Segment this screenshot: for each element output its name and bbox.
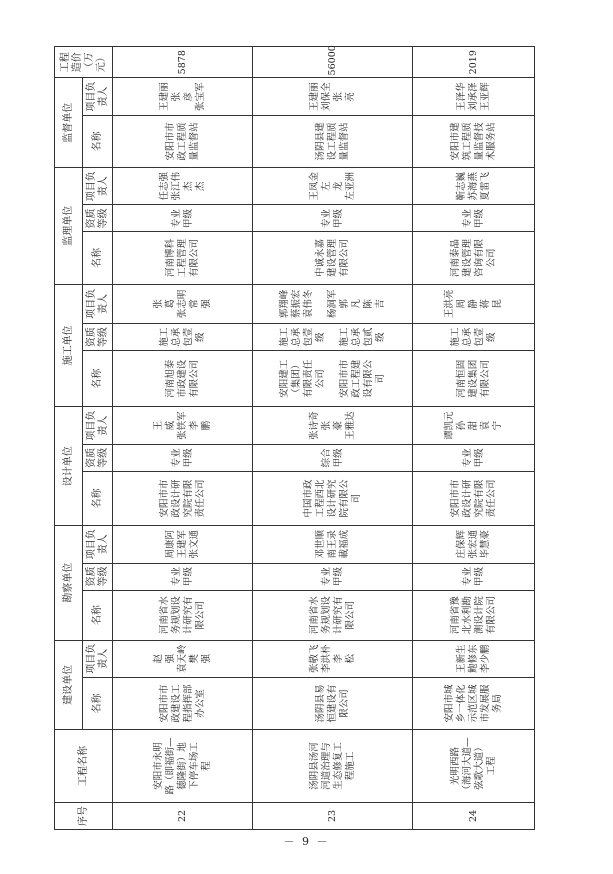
cell-line: 市发展服 <box>479 684 491 723</box>
survey-unit-pm-cell <box>413 526 535 563</box>
cell-line: 政建设工 <box>170 684 182 723</box>
cell-line: 王泽华 <box>455 82 467 111</box>
cell-line: 强 <box>200 299 212 309</box>
cell-line: 光明西路 <box>449 747 461 786</box>
survey-unit-qual-cell <box>253 563 413 590</box>
cell-line: 甲级 <box>473 567 485 587</box>
cell-line: 张敬飞 <box>308 644 320 674</box>
cell-line: 夏雷飞 <box>479 171 491 201</box>
cell-line: 级 <box>194 332 206 342</box>
design-unit-name-cell <box>413 471 535 525</box>
subheader-name: 名称 <box>83 232 113 284</box>
table-row <box>253 47 413 830</box>
cell-line: 赵 <box>152 654 164 664</box>
cell-line: 建设管理 <box>326 239 338 278</box>
cell-line: 李少鹏 <box>479 644 491 674</box>
cell-line: 张宏通 <box>467 530 479 559</box>
cell-line: 术服务站 <box>485 122 497 161</box>
cell-line: 量监督站 <box>188 122 200 161</box>
cell-line: 包壹 <box>473 327 485 347</box>
survey-unit-name-cell <box>113 590 253 640</box>
cell-line: 甲级 <box>473 208 485 228</box>
cell-line: 工程西北 <box>314 479 326 518</box>
cell-line: 安阳市市 <box>449 479 461 518</box>
cell-line: 豪 <box>332 420 344 431</box>
survey-unit-name-cell <box>253 590 413 640</box>
cell-line: 龙 <box>332 181 344 191</box>
cell-line: 张诗奇 <box>308 411 320 440</box>
cell-line: 限公司 <box>194 600 206 630</box>
seq-cell: 23 <box>253 802 413 829</box>
cell-line: 蒋 <box>479 299 491 309</box>
cell-line: 张铁军 <box>176 411 188 440</box>
design-unit-name-cell <box>113 471 253 525</box>
cell-line: 强 <box>200 654 212 664</box>
survey-unit-pm-cell <box>253 526 413 563</box>
cell-line: 凡 <box>350 299 362 309</box>
header-cost: 工程造价（万元） <box>55 47 113 78</box>
supervise-unit-pm-cell <box>113 167 253 204</box>
cell-line: 載福成 <box>338 530 350 559</box>
cell-line: 政设计研 <box>461 479 473 518</box>
supervise-unit-name-cell <box>253 232 413 284</box>
design-unit-qual-cell <box>113 444 253 471</box>
cell-line: 王亚辉 <box>479 82 491 111</box>
cell-line: 总承 <box>461 327 473 347</box>
cell-line: 级 <box>374 332 386 342</box>
cell-line: 限公司 <box>338 689 350 718</box>
build-unit-pm-cell <box>113 640 253 677</box>
cell-line: 左亚洲 <box>344 171 356 201</box>
cell-line: 王雅达 <box>344 411 356 440</box>
cell-line: 南王录 <box>326 530 338 559</box>
rotated-table-wrapper <box>54 46 534 830</box>
construct-unit-pm-cell <box>113 284 253 324</box>
construct-unit-name-cell <box>253 351 413 407</box>
cell-line: 生态修复工 <box>332 742 344 790</box>
subheader-pm: 项目负责人 <box>83 640 113 677</box>
project-name-cell <box>413 730 535 803</box>
cell-line: 汤阴县汤河 <box>308 742 320 790</box>
design-unit-name-cell <box>253 471 413 525</box>
cell-line: 王 <box>152 420 164 431</box>
supervise-unit-qual-cell <box>113 205 253 232</box>
cell-line: 有限公司 <box>479 359 491 398</box>
cell-line: 专业 <box>170 208 182 228</box>
cell-line: 邓世顺 <box>314 530 326 559</box>
cell-line: 量监督技 <box>473 122 485 161</box>
cell-line: 下停车场工 <box>188 742 200 790</box>
build-unit-name-cell <box>113 678 253 730</box>
monitor-unit-pm-cell <box>413 78 535 115</box>
survey-unit-pm-cell <box>113 526 253 563</box>
cost-cell: 2019 <box>413 47 535 78</box>
project-table <box>54 46 535 830</box>
project-name-cell <box>253 730 413 803</box>
cell-line: 安阳市市 <box>158 479 170 518</box>
cell-line: 专业 <box>461 448 473 468</box>
cell-line: 王建丽 <box>158 82 170 111</box>
construct-unit-qual-cell <box>113 324 253 351</box>
cell-line: 司 <box>374 374 386 384</box>
cell-line: 王建军 <box>176 530 188 559</box>
cost-cell: 56000 <box>253 47 413 78</box>
subheader-pm: 项目负责人 <box>83 167 113 204</box>
cell-line: 河南省豫 <box>449 596 461 635</box>
subheader-pm: 项目负责人 <box>83 526 113 563</box>
design-unit-pm-cell <box>413 407 535 444</box>
cell-line: 安阳市建 <box>449 122 461 161</box>
cell-line: 河南恒固 <box>455 359 467 398</box>
construct-unit-qual-cell <box>253 324 413 351</box>
cell-line: 杰 <box>194 181 206 191</box>
cell-line: 责任公司 <box>194 479 206 518</box>
cell-line: 筑工程质 <box>461 122 473 161</box>
cell-line: 王建丽 <box>308 82 320 111</box>
cell-line: 蔡振宏 <box>290 289 302 319</box>
header-seq: 序号 <box>55 802 113 829</box>
cell-line: 咨询有限 <box>473 239 485 278</box>
cell-line: 有限公司 <box>485 596 497 635</box>
header-supervise: 监理单位 <box>55 167 83 284</box>
cell-line: 吉 <box>374 299 386 309</box>
cell-line: 汤阴县易 <box>314 684 326 723</box>
cell-line: 甲级 <box>332 448 344 468</box>
cell-line: 务局 <box>491 694 503 714</box>
cell-line: 施工 <box>338 327 350 347</box>
cell-line: 张宝军 <box>194 82 206 111</box>
cell-line: 办公室 <box>194 689 206 718</box>
seq-cell: 24 <box>413 802 535 829</box>
cell-line: 李 <box>332 654 344 664</box>
monitor-unit-pm-cell <box>253 78 413 115</box>
cell-line: 务规划设 <box>170 596 182 635</box>
cell-line: 程 <box>200 761 212 771</box>
cell-line: 施工 <box>449 327 461 347</box>
cell-line: 弦歌大道） <box>473 742 485 790</box>
supervise-unit-name-cell <box>113 232 253 284</box>
cell-line: （海河大道— <box>461 737 473 795</box>
cell-line: 甲级 <box>332 567 344 587</box>
cell-line: 专业 <box>320 208 332 228</box>
cell-line: 示范区城 <box>467 684 479 723</box>
cell-line: 务规划设 <box>320 596 332 635</box>
cell-line: 包壹 <box>302 327 314 347</box>
construct-unit-name-cell <box>413 351 535 407</box>
cell-line: 谭凯元 <box>443 411 455 440</box>
cell-line: 工程管理 <box>176 239 188 278</box>
monitor-unit-name-cell <box>113 115 253 167</box>
build-unit-name-cell <box>413 678 535 730</box>
cell-line: 总承 <box>170 327 182 347</box>
subheader-qual: 资质等级 <box>83 324 113 351</box>
survey-unit-qual-cell <box>413 563 535 590</box>
cell-line: 建设管理 <box>461 239 473 278</box>
cell-line: 市政建设 <box>176 359 188 398</box>
cell-line: 安阳市市 <box>158 684 170 723</box>
page-number: － 9 － <box>283 835 330 848</box>
cell-line: 有限公司 <box>338 239 350 278</box>
cell-line: 总承 <box>350 327 362 347</box>
table-body <box>113 47 535 830</box>
header-survey: 勘察单位 <box>55 526 83 641</box>
cell-line: 恒建设有 <box>326 684 338 723</box>
construct-unit-qual-cell <box>413 324 535 351</box>
cell-line: 任志强 <box>158 171 170 201</box>
cell-line: 中国市政 <box>302 479 314 518</box>
cell-line: 公司 <box>485 248 497 268</box>
cell-line: 张 <box>152 299 164 309</box>
supervise-unit-pm-cell <box>253 167 413 204</box>
cell-line: 程指挥部 <box>182 684 194 723</box>
cell-line: 张 <box>320 420 332 431</box>
cell-line: 河南博科 <box>164 239 176 278</box>
cell-line: 葛 <box>164 299 176 309</box>
cell-line: 中诚永嘉 <box>314 239 326 278</box>
cell-line: 王凤金 <box>308 171 320 201</box>
subheader-name: 名称 <box>83 471 113 525</box>
monitor-unit-pm-cell <box>113 78 253 115</box>
survey-unit-qual-cell <box>113 563 253 590</box>
cell-line: 专业 <box>461 208 473 228</box>
cell-line: 安阳市永明 <box>152 742 164 790</box>
cell-line: 甜 <box>467 420 479 431</box>
header-project: 工程名称 <box>55 730 113 803</box>
header-build: 建设单位 <box>55 640 83 730</box>
cell-line: 包壹 <box>182 327 194 347</box>
subheader-pm: 项目负责人 <box>83 78 113 115</box>
cell-line: 程施工 <box>344 751 356 781</box>
cell-line: 有限责任 <box>302 359 314 398</box>
header-monitor: 监督单位 <box>55 78 83 168</box>
cell-line: 袁伟冬 <box>302 289 314 319</box>
cell-line: 专业 <box>170 567 182 587</box>
cell-line: 甲级 <box>332 208 344 228</box>
cell-line: 计研究有 <box>332 596 344 635</box>
cell-line: 安阳市城 <box>443 684 455 723</box>
cell-line: 强 <box>164 654 176 664</box>
cell-line: 路（即福街— <box>164 737 176 795</box>
cell-line: 计研究有 <box>182 596 194 635</box>
cell-line: 专业 <box>320 567 332 587</box>
monitor-unit-name-cell <box>253 115 413 167</box>
cell-line: 周 <box>455 299 467 309</box>
supervise-unit-name-cell <box>413 232 535 284</box>
cell-line: 政设计研 <box>170 479 182 518</box>
subheader-name: 名称 <box>83 678 113 730</box>
cell-line: 司 <box>350 493 362 504</box>
cell-line: 安阳建工 <box>278 359 290 398</box>
cell-line: 李洪朴 <box>320 644 332 674</box>
cell-line: 包贰 <box>362 327 374 347</box>
cell-line: 究院有限 <box>182 479 194 518</box>
cell-line: 政工程建 <box>350 359 362 398</box>
cell-line: 设计研究 <box>326 479 338 518</box>
cell-line: （集团） <box>290 359 302 398</box>
cell-line: 庄保辉 <box>455 530 467 559</box>
cell-line: 左 <box>320 181 332 191</box>
cell-line: 鹏 <box>200 420 212 431</box>
subheader-pm: 项目负责人 <box>83 407 113 444</box>
cell-line: 政工程质 <box>176 122 188 161</box>
cell-line: 宁 <box>491 420 503 431</box>
cell-line: 亮 <box>344 91 356 102</box>
design-unit-pm-cell <box>113 407 253 444</box>
cell-line: 常 <box>188 299 200 309</box>
construct-unit-pm-cell <box>413 284 535 324</box>
cell-line: 松 <box>344 654 356 664</box>
cell-line: 周康阿 <box>164 530 176 559</box>
subheader-qual: 资质等级 <box>83 563 113 590</box>
cell-line <box>327 326 339 348</box>
cell-line: 苏海燕 <box>467 171 479 201</box>
cell-line: 德隆街）地 <box>176 742 188 790</box>
cell-line <box>315 287 327 322</box>
cell-line: 施工 <box>278 327 290 347</box>
build-unit-pm-cell <box>253 640 413 677</box>
cell-line: 昆 <box>491 299 503 309</box>
build-unit-name-cell <box>253 678 413 730</box>
cell-line: 袁 <box>479 420 491 431</box>
cell-line: 安阳市市 <box>164 122 176 161</box>
cell-line: 张 <box>332 91 344 102</box>
supervise-unit-qual-cell <box>413 205 535 232</box>
design-unit-qual-cell <box>253 444 413 471</box>
cell-line: 级 <box>314 332 326 342</box>
cell-line: 河道治理与 <box>320 742 332 790</box>
seq-cell: 22 <box>113 802 253 829</box>
cell-line: 樊 <box>188 654 200 664</box>
cell-line: 专业 <box>170 448 182 468</box>
monitor-unit-name-cell <box>413 115 535 167</box>
cell-line: 院有限公 <box>338 479 350 518</box>
cell-line: 级 <box>485 332 497 342</box>
cell-line: 杨洞军 <box>326 289 338 319</box>
cell-line: 张文通 <box>188 530 200 559</box>
header-construct: 施工单位 <box>55 284 83 407</box>
cell-line: 王新生 <box>455 644 467 674</box>
cell-line: 鲍修东 <box>467 644 479 674</box>
cell-line: 综合 <box>320 448 332 468</box>
build-unit-pm-cell <box>413 640 535 677</box>
cell-line: 袁天岭 <box>176 644 188 674</box>
cell-line: 建设集团 <box>467 359 479 398</box>
subheader-pm: 项目负责人 <box>83 284 113 324</box>
supervise-unit-qual-cell <box>253 205 413 232</box>
subheader-name: 名称 <box>83 351 113 407</box>
cell-line: 杰 <box>182 181 194 191</box>
cell-line: 张江伟 <box>170 171 182 201</box>
supervise-unit-pm-cell <box>413 167 535 204</box>
construct-unit-name-cell <box>113 351 253 407</box>
design-unit-pm-cell <box>253 407 413 444</box>
design-unit-qual-cell <box>413 444 535 471</box>
cell-line: 工程 <box>485 756 497 776</box>
header-design: 设计单位 <box>55 407 83 526</box>
cell-line: 河南省水 <box>158 596 170 635</box>
cell-line: 威 <box>164 420 176 431</box>
cell-line: 设有限公 <box>362 359 374 398</box>
cell-line <box>327 353 339 404</box>
cell-line: 静 <box>467 299 479 309</box>
cell-line: 量监督站 <box>338 122 350 161</box>
subheader-name: 名称 <box>83 590 113 640</box>
subheader-qual: 资质等级 <box>83 444 113 471</box>
cell-line: 总承 <box>290 327 302 347</box>
cell-line: 彦 <box>182 91 194 102</box>
cell-line: 孙 <box>455 420 467 431</box>
construct-unit-pm-cell <box>253 284 413 324</box>
subheader-qual: 资质等级 <box>83 205 113 232</box>
cell-line: 公司 <box>314 369 326 389</box>
project-name-cell <box>113 730 253 803</box>
table-row <box>113 47 253 830</box>
cell-line: 限公司 <box>344 600 356 630</box>
cell-line: 北水利勘 <box>461 596 473 635</box>
cell-line: 李 <box>188 420 200 431</box>
subheader-name: 名称 <box>83 115 113 167</box>
cell-line: 张 <box>170 91 182 102</box>
cost-cell: 5878 <box>113 47 253 78</box>
cell-line: 有限公司 <box>188 239 200 278</box>
cell-line: 河南省水 <box>308 596 320 635</box>
cell-line: 甲级 <box>182 448 194 468</box>
cell-line: 乡一体化 <box>455 684 467 723</box>
cell-line: 施工 <box>158 327 170 347</box>
cell-line: 甲级 <box>182 567 194 587</box>
cell-line: 河南旭泰 <box>164 359 176 398</box>
cell-line: 陈 <box>362 299 374 309</box>
cell-line: 专业 <box>461 567 473 587</box>
cell-line: 责任公司 <box>485 479 497 518</box>
cell-line: 甲级 <box>473 448 485 468</box>
cell-line: 测设计院 <box>473 596 485 635</box>
cell-line: 有限公司 <box>188 359 200 398</box>
cell-line: 安阳市市 <box>338 359 350 398</box>
cell-line: 设工程质 <box>326 122 338 161</box>
cell-line: 刘保全 <box>320 82 332 111</box>
cell-line: 靳志巍 <box>455 171 467 201</box>
cell-line: 郭翔峰 <box>278 289 290 319</box>
cell-line: 王洪亮 <box>443 289 455 319</box>
cell-line: 河南泰晶 <box>449 239 461 278</box>
table-row <box>413 47 535 830</box>
survey-unit-name-cell <box>413 590 535 640</box>
cell-line: 究院有限 <box>473 479 485 518</box>
cell-line: 郭 <box>338 299 350 309</box>
cell-line: 毕慧豪 <box>479 530 491 559</box>
cell-line: 甲级 <box>182 208 194 228</box>
cell-line: 刘承泽 <box>467 82 479 111</box>
cell-line: 张志明 <box>176 289 188 319</box>
cell-line: 汤阴县建 <box>314 122 326 161</box>
